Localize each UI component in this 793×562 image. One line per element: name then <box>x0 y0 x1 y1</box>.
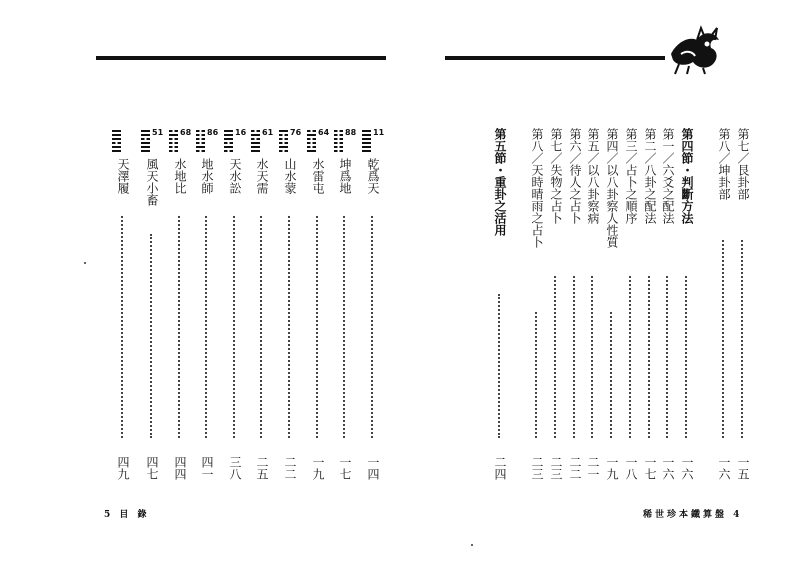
toc-entry <box>545 128 565 480</box>
hexagram-number: 16 <box>235 128 247 137</box>
toc-entry <box>526 128 546 480</box>
toc-page-number: 三八 <box>228 456 242 480</box>
left-folio: 5 目 錄 <box>104 510 150 520</box>
toc-entry-title: 水雷屯 <box>311 158 325 194</box>
toc-entry <box>582 128 602 480</box>
toc-page-number: 二三 <box>549 456 563 480</box>
dot-leader <box>316 216 318 438</box>
hexagram-number: 76 <box>290 128 302 137</box>
toc-page-number: 一九 <box>605 456 619 480</box>
toc-entry <box>307 128 330 480</box>
toc-entry <box>112 128 132 480</box>
toc-entry-title: 乾爲天 <box>366 158 380 194</box>
toc-entry-title: 天水訟 <box>228 158 242 194</box>
toc-entry-title: 第四節・判斷方法 <box>680 128 694 224</box>
toc-entry-title: 天澤履 <box>116 158 130 194</box>
toc-entry-title: 第三／占卜之順序 <box>624 128 638 224</box>
hexagram-number: 64 <box>318 128 330 137</box>
toc-page-number: 二五 <box>255 456 269 480</box>
dot-leader <box>205 216 207 438</box>
toc-entry-title: 第八／天時晴雨之占卜 <box>530 128 544 248</box>
hexagram-icon <box>279 128 302 156</box>
dot-leader <box>178 216 180 438</box>
toc-entry <box>251 128 274 480</box>
toc-entry-title: 第八／坤卦部 <box>717 128 731 200</box>
toc-entry-title: 第六／待人之占卜 <box>568 128 582 224</box>
dot-leader <box>260 216 262 438</box>
hexagram-number: 86 <box>207 128 219 137</box>
toc-entry-title: 地水師 <box>200 158 214 194</box>
toc-entry-title: 第二／八卦之配法 <box>643 128 657 224</box>
toc-entry-title: 第七／艮卦部 <box>736 128 750 200</box>
dot-leader <box>722 240 724 438</box>
toc-page-number: 一八 <box>624 456 638 480</box>
toc-entry <box>601 128 621 480</box>
speck <box>471 544 473 546</box>
toc-page-number: 一四 <box>366 456 380 480</box>
hexagram-number: 61 <box>262 128 274 137</box>
toc-page-number: 二四 <box>493 456 507 480</box>
dot-leader <box>741 240 743 438</box>
dot-leader <box>666 276 668 438</box>
hexagram-number: 68 <box>180 128 192 137</box>
toc-entry-title: 第五節・重卦之活用 <box>493 128 507 236</box>
speck <box>84 262 86 264</box>
hexagram-icon <box>169 128 192 156</box>
toc-entry-title: 第四／以八卦察人性質 <box>605 128 619 248</box>
dot-leader <box>685 276 687 438</box>
right-folio: 稀世珍本鐵算盤 4 <box>643 510 743 520</box>
hexagram-icon <box>251 128 274 156</box>
right-page <box>397 0 793 562</box>
hexagram-icon <box>112 128 132 156</box>
toc-entry-title: 水天需 <box>255 158 269 194</box>
toc-page-number: 二二 <box>568 456 582 480</box>
hexagram-icon <box>141 128 164 156</box>
toc-entry-title: 山水蒙 <box>283 158 297 194</box>
dot-leader <box>573 276 575 438</box>
hexagram-icon <box>196 128 219 156</box>
dot-leader <box>233 216 235 438</box>
hexagram-icon <box>307 128 330 156</box>
dot-leader <box>591 276 593 438</box>
toc-entry <box>362 128 385 480</box>
toc-entry-title: 水地比 <box>173 158 187 194</box>
toc-page-number: 四九 <box>116 456 130 480</box>
toc-entry <box>169 128 192 480</box>
toc-page-number: 一七 <box>643 456 657 480</box>
header-rule <box>96 56 386 60</box>
dot-leader <box>343 216 345 438</box>
toc-entry <box>196 128 219 480</box>
hexagram-number: 11 <box>373 128 385 137</box>
toc-entry <box>141 128 164 480</box>
toc-page-number: 一六 <box>661 456 675 480</box>
toc-entry <box>620 128 640 480</box>
dot-leader <box>648 276 650 438</box>
toc-entry-title: 第七／失物之占卜 <box>549 128 563 224</box>
toc-page-number: 二二 <box>283 456 297 480</box>
toc-page-number: 一六 <box>680 456 694 480</box>
hexagram-icon <box>334 128 357 156</box>
hexagram-icon <box>362 128 385 156</box>
toc-entry <box>224 128 247 480</box>
toc-entry-title: 第五／以八卦察病 <box>586 128 600 224</box>
dot-leader <box>150 234 152 438</box>
hexagram-number: 88 <box>345 128 357 137</box>
toc-entry <box>489 128 509 480</box>
toc-entry-title: 坤爲地 <box>338 158 352 194</box>
toc-entry <box>657 128 677 480</box>
dot-leader <box>629 276 631 438</box>
toc-page-number: 四四 <box>173 456 187 480</box>
left-page <box>0 0 396 562</box>
toc-page-number: 一五 <box>736 456 750 480</box>
toc-entry-title: 風天小畜 <box>145 158 159 206</box>
dot-leader <box>121 216 123 438</box>
dragon-logo-icon <box>667 24 723 76</box>
hexagram-number: 51 <box>152 128 164 137</box>
toc-page-number: 二一 <box>586 456 600 480</box>
dot-leader <box>371 216 373 438</box>
toc-page-number: 一七 <box>338 456 352 480</box>
toc-entry <box>732 128 752 480</box>
dot-leader <box>554 276 556 438</box>
dot-leader <box>498 294 500 438</box>
hexagram-icon <box>224 128 247 156</box>
toc-page-number: 一九 <box>311 456 325 480</box>
dot-leader <box>610 312 612 438</box>
dot-leader <box>288 216 290 438</box>
toc-entry-title: 第一／六爻之配法 <box>661 128 675 224</box>
toc-entry <box>713 128 733 480</box>
dot-leader <box>535 312 537 438</box>
toc-entry <box>334 128 357 480</box>
toc-page-number: 一六 <box>717 456 731 480</box>
toc-entry <box>639 128 659 480</box>
header-rule <box>445 56 665 60</box>
toc-page-number: 二三 <box>530 456 544 480</box>
toc-page-number: 四一 <box>200 456 214 480</box>
toc-entry <box>676 128 696 480</box>
toc-page-number: 四七 <box>145 456 159 480</box>
toc-entry <box>564 128 584 480</box>
toc-entry <box>279 128 302 480</box>
